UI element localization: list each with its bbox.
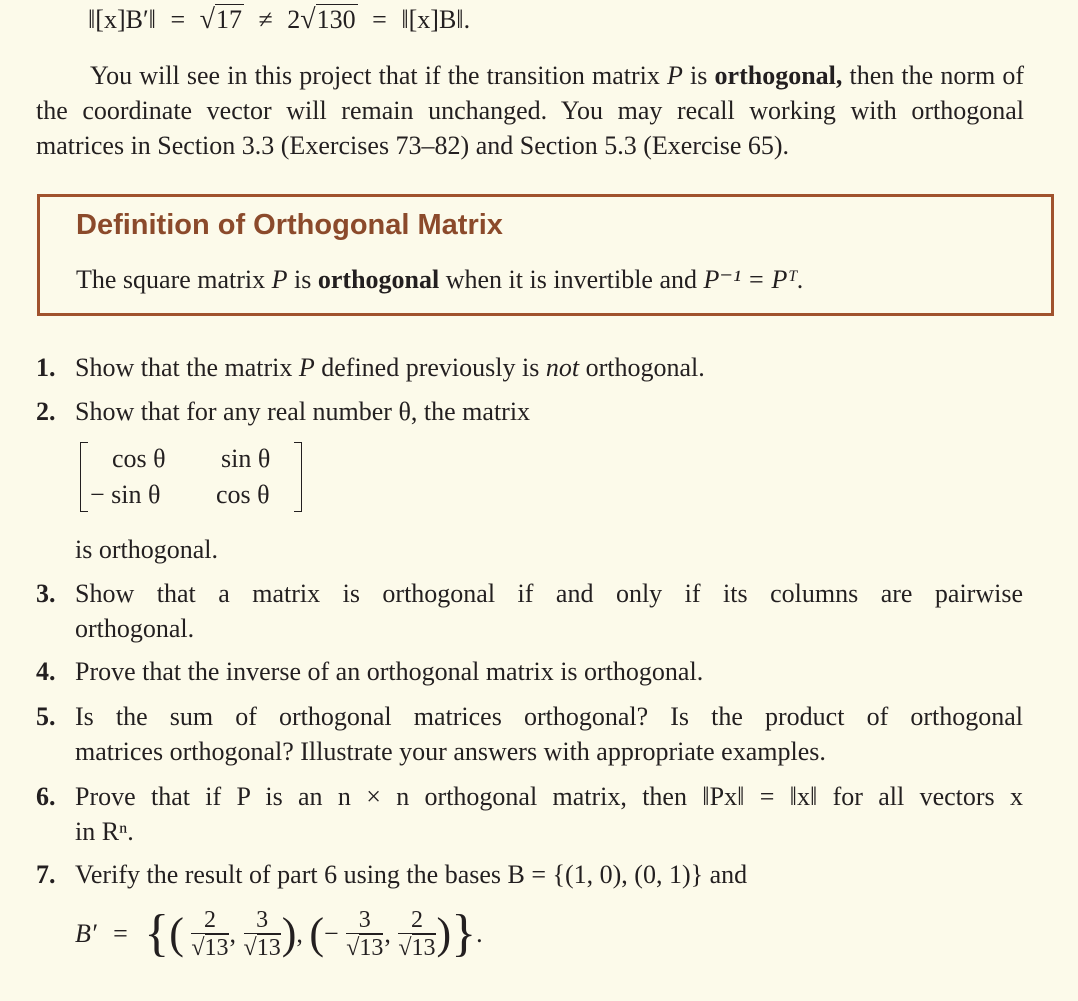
definition-box xyxy=(37,194,1054,316)
matrix-cell: − sin θ xyxy=(90,480,161,509)
orthogonal-emphasis: orthogonal, xyxy=(714,61,843,90)
definition-title: Definition of Orthogonal Matrix xyxy=(76,209,503,241)
basis-b-prime: B′ = {( $\frac{2}{√13}$ , $\frac{3}{√13}$ ), (− $\frac{3}{√13}$ , $\frac{2}{√13}$ )}. xyxy=(75,905,483,963)
matrix-cell: cos θ xyxy=(216,480,270,509)
fraction: $\frac{2}{√13}$ xyxy=(191,906,229,961)
norm-xb: ‖[x]B‖. xyxy=(401,5,471,34)
intro-paragraph: You will see in this project that if the transition matrix P is orthogonal, then the norm of the coordinate vector will remain unchanged. You may recall working with orthogonal matrices in Section 3.3 (Exercises 73–82) and Section 5.3 (Exercise 65). xyxy=(36,61,1024,160)
fraction: $\frac{3}{√13}$ xyxy=(243,906,281,961)
radical-icon: √ xyxy=(300,4,316,35)
matrix-cell: sin θ xyxy=(221,444,271,473)
rotation-matrix xyxy=(74,440,302,514)
top-equation: ‖[x]B′‖ = √17 ≠ 2√130 = ‖[x]B‖. xyxy=(88,4,471,35)
radical-icon: √ xyxy=(398,934,412,961)
fraction: $\frac{3}{√13}$ xyxy=(346,906,384,961)
matrix-cell: cos θ xyxy=(112,444,166,473)
definition-text: The square matrix P is orthogonal when it is invertible and P⁻¹ = Pᵀ. xyxy=(76,265,804,294)
item-2-continuation: is orthogonal. xyxy=(75,535,218,564)
radical-icon: √ xyxy=(243,934,257,961)
norm-xb-prime: ‖[x]B′‖ xyxy=(88,5,156,34)
right-bracket xyxy=(294,442,302,512)
definition-formula: P⁻¹ = Pᵀ. xyxy=(703,265,804,294)
radical-icon: √ xyxy=(199,4,215,35)
left-bracket xyxy=(80,442,88,512)
radical-icon: √ xyxy=(191,934,205,961)
radical-icon: √ xyxy=(346,934,360,961)
sqrt-17: 17 xyxy=(216,5,242,34)
fraction: $\frac{2}{√13}$ xyxy=(398,906,436,961)
sqrt-130: 130 xyxy=(316,5,356,34)
basis-label: B′ xyxy=(75,919,97,949)
